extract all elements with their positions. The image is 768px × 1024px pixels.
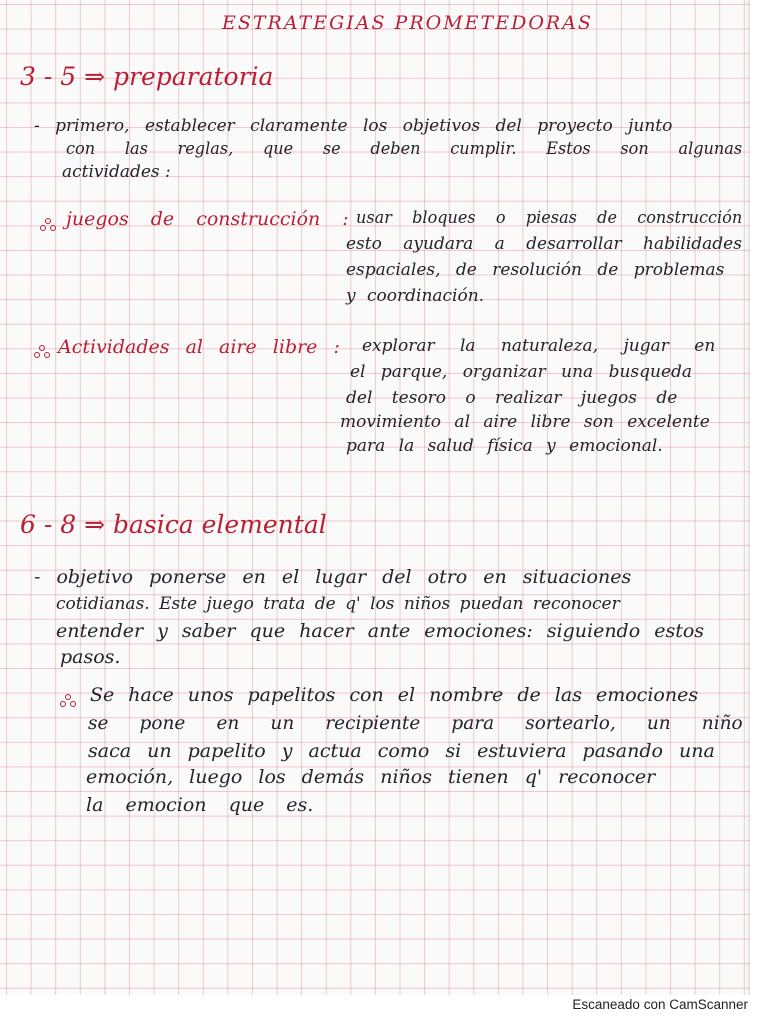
intro-line: con las reglas, que se deben cumplir. Estos son algunas bbox=[66, 139, 743, 159]
intro-line: actividades : bbox=[62, 162, 171, 182]
bullet-dots-icon bbox=[60, 694, 76, 706]
item-line: espaciales, de resolución de problemas bbox=[346, 260, 725, 280]
item-label-aire-libre: Actividades al aire libre : bbox=[58, 336, 340, 358]
item-line: usar bloques o piesas de construcción bbox=[356, 208, 743, 228]
item-line: para la salud física y emocional. bbox=[346, 436, 663, 456]
item-line: Se hace unos papelitos con el nombre de las emociones bbox=[90, 684, 699, 706]
item-label-construccion: juegos de construcción : bbox=[66, 208, 349, 230]
intro-line: entender y saber que hacer ante emociones: siguiendo estos bbox=[56, 620, 705, 642]
item-line: explorar la naturaleza, jugar en bbox=[362, 336, 716, 356]
item-line: movimiento al aire libre son excelente bbox=[340, 412, 710, 432]
item-line: se pone en un recipiente para sortearlo, un niño bbox=[88, 712, 743, 734]
intro-line: - primero, establecer claramente los objetivos del proyecto junto bbox=[34, 116, 673, 136]
section-heading-preparatoria: 3 - 5 ⇒ preparatoria bbox=[20, 62, 274, 91]
section-heading-basica-elemental: 6 - 8 ⇒ basica elemental bbox=[20, 510, 327, 539]
scanner-watermark: Escaneado con CamScanner bbox=[572, 997, 748, 1012]
item-line: y coordinación. bbox=[346, 286, 485, 306]
item-line: la emocion que es. bbox=[86, 794, 314, 816]
item-line: del tesoro o realizar juegos de bbox=[346, 388, 678, 408]
intro-line: cotidianas. Este juego trata de q' los niños puedan reconocer bbox=[56, 594, 620, 614]
bullet-dots-icon bbox=[34, 345, 50, 357]
item-line: el parque, organizar una busqueda bbox=[350, 362, 693, 382]
intro-line: - objetivo ponerse en el lugar del otro en situaciones bbox=[34, 566, 632, 588]
page-title: ESTRATEGIAS PROMETEDORAS bbox=[222, 12, 593, 34]
intro-line: pasos. bbox=[60, 646, 121, 668]
item-line: emoción, luego los demás niños tienen q' reconocer bbox=[86, 766, 656, 788]
bullet-dots-icon bbox=[40, 218, 56, 230]
item-line: saca un papelito y actua como si estuviera pasando una bbox=[88, 740, 715, 762]
item-line: esto ayudara a desarrollar habilidades bbox=[346, 234, 742, 254]
